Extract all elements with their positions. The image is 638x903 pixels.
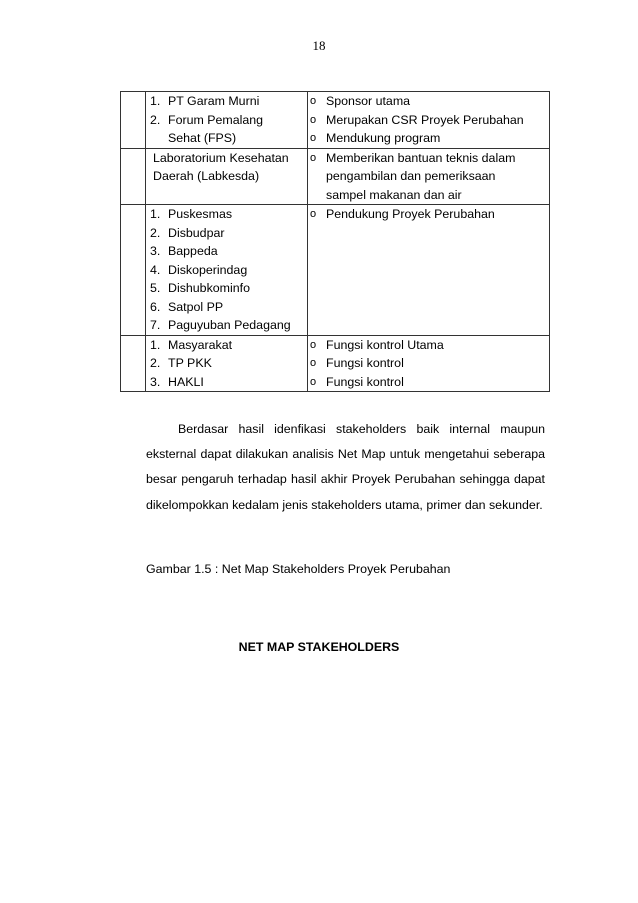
list-item: [310, 149, 549, 205]
list-item: [310, 129, 549, 148]
list-item: 2. TP PKK: [150, 354, 307, 373]
stakeholder-name: Dishubkominfo: [168, 281, 250, 295]
stakeholder-name: Puskesmas: [168, 207, 233, 221]
stakeholder-name: Daerah (Labkesda): [153, 169, 260, 183]
list-item: [310, 111, 549, 130]
bullet-icon: o: [310, 95, 317, 107]
role-text: pengambilan dan pemeriksaan: [326, 169, 496, 183]
list-item: 3. Bappeda: [150, 242, 307, 261]
stakeholder-name: Diskoperindag: [168, 262, 248, 277]
stakeholder-table: [120, 91, 550, 392]
list-item: [310, 336, 549, 355]
bullet-icon: o: [310, 151, 317, 164]
list-item: 6. Satpol PP: [150, 298, 307, 317]
body-paragraph: [146, 417, 545, 518]
role-text: Mendukung program: [326, 131, 441, 145]
bullet-icon: o: [310, 113, 317, 126]
bullet-icon: o: [310, 357, 317, 369]
list-item: 7. Paguyuban Pedagang: [150, 316, 307, 335]
stakeholder-name: Laboratorium Kesehatan: [153, 150, 289, 165]
stakeholder-name: Sehat (FPS): [168, 131, 237, 145]
page-number: 18: [312, 38, 326, 53]
stakeholder-name: HAKLI: [168, 374, 204, 389]
list-item: [310, 92, 549, 111]
list-item: 1. PT Garam Murni: [150, 92, 307, 111]
stakeholder-name: PT Garam Murni: [168, 94, 260, 108]
stakeholder-name: Bappeda: [168, 244, 218, 258]
list-item: 3. HAKLI: [150, 373, 307, 392]
list-item: 5. Dishubkominfo: [150, 279, 307, 298]
list-item: [150, 129, 307, 148]
bullet-icon: o: [310, 208, 317, 220]
table-row: [121, 335, 550, 392]
list-item: [310, 205, 549, 224]
role-text: Merupakan CSR Proyek Perubahan: [326, 112, 524, 127]
role-text: Pendukung Proyek Perubahan: [326, 207, 495, 221]
list-item: 1. Puskesmas: [150, 205, 307, 224]
stakeholder-name: Paguyuban Pedagang: [168, 318, 291, 332]
stakeholder-name: Disbudpar: [168, 225, 225, 240]
list-item: 2. Forum Pemalang: [150, 111, 307, 130]
list-item: 2. Disbudpar: [150, 224, 307, 243]
role-text: Sponsor utama: [326, 94, 411, 108]
bullet-icon: o: [310, 338, 317, 351]
role-text: Fungsi kontrol Utama: [326, 337, 444, 352]
bullet-icon: o: [310, 375, 317, 388]
figure-caption: Gambar 1.5 : Net Map Stakeholders Proyek Perubahan: [146, 562, 451, 576]
paragraph-text: Berdasar hasil idenfikasi stakeholders baik internal maupun eksternal dapat dilakukan analisis Net Map untuk mengetahui seberapa besar pengaruh terhadap hasil akhir Proyek Perubahan sehingga dapat dikelompokkan kedalam jenis stakeholders utama, primer dan sekunder.: [146, 422, 545, 512]
list-item: 4. Diskoperindag: [150, 261, 307, 280]
list-item: [310, 354, 549, 373]
table-row: [121, 92, 550, 149]
role-text: sampel makanan dan air: [326, 187, 462, 202]
stakeholder-name: Satpol PP: [168, 299, 224, 314]
table-row: [121, 205, 550, 336]
role-text: Fungsi kontrol: [326, 356, 404, 370]
role-text: Fungsi kontrol: [326, 374, 404, 389]
list-item: 1. Masyarakat: [150, 336, 307, 355]
list-item: [310, 373, 549, 392]
role-text: Memberikan bantuan teknis dalam: [326, 150, 516, 165]
bullet-icon: o: [310, 132, 317, 144]
stakeholder-name: Masyarakat: [168, 337, 233, 352]
stakeholder-name: Forum Pemalang: [168, 112, 264, 127]
stakeholder-name: TP PKK: [168, 356, 212, 370]
figure-title: NET MAP STAKEHOLDERS: [238, 640, 400, 654]
table-row: [121, 148, 550, 205]
